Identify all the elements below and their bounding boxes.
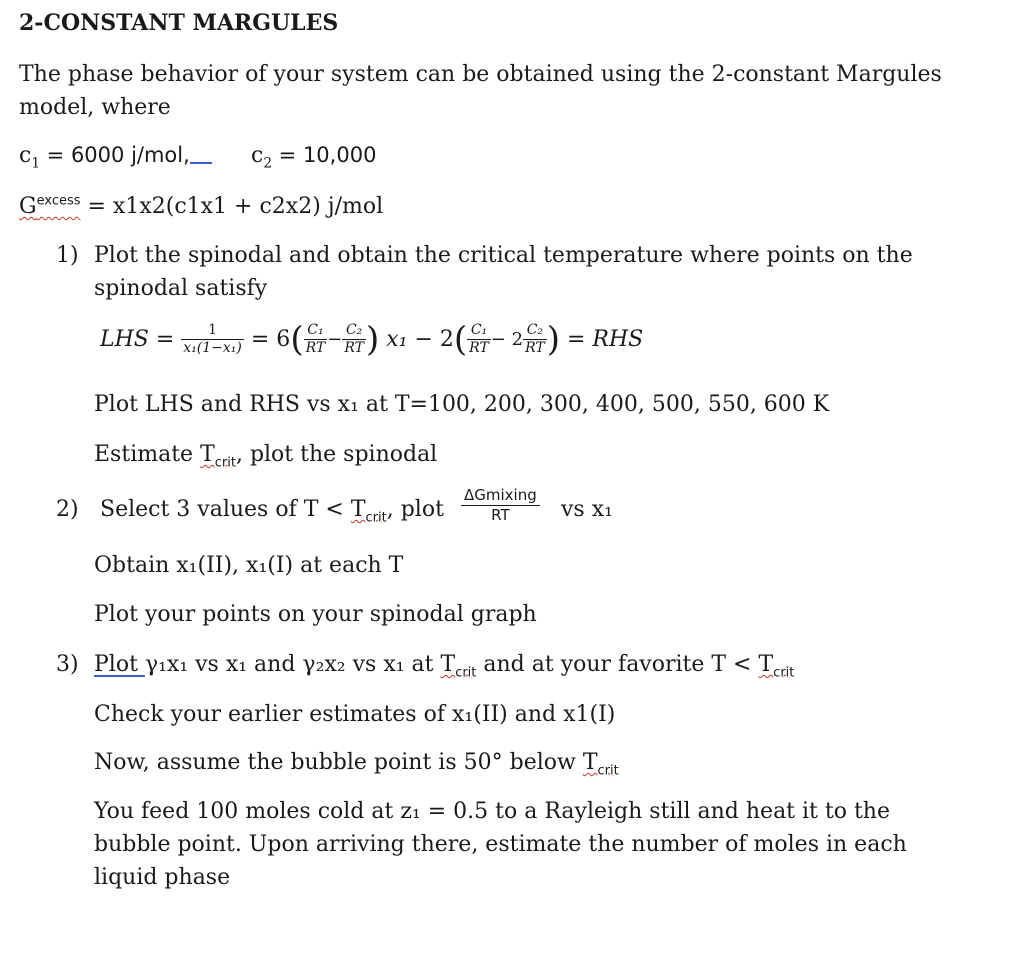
c2-subscript: 2 [263,155,272,172]
eq-c1: C₁ [304,322,328,340]
c1-symbol: c [19,143,32,168]
tcrit-t: T [200,442,215,467]
q1-estimate-line [94,438,437,471]
q2-obtain-line: Obtain x₁(II), x₁(I) at each T [94,553,404,578]
tcrit-term [200,442,236,471]
eq-lhs: LHS = [100,327,175,352]
eq-paren-open-1: ( [290,319,304,360]
bubble-prefix: Now, assume the bubble point is 50° below [94,750,583,775]
q1-line-2: spinodal satisfy [94,276,268,301]
eq-frac-c2 [342,322,366,357]
q3-tcrit-t: T [440,652,456,677]
gexcess-line [19,190,383,223]
eq-paren-open-2: ( [453,319,468,360]
eq-frac-c1 [304,322,328,357]
eq-six: = 6 [250,327,291,352]
intro-line-1: The phase behavior of your system can be obtained using the 2-constant Margules [19,62,942,87]
eq-c2b: C₂ [523,322,547,340]
q3-tcrit2-sub: crit [773,665,795,681]
delta-g-fraction [461,486,540,525]
eq-frac-1 [181,322,244,357]
intro-line-2: model, where [19,95,171,120]
eq-minus-3: − 2 [490,329,524,350]
spinodal-equation [100,319,644,366]
q3-gap [138,652,145,677]
eq-paren-close-1: ) [365,319,380,360]
eq-rt1: RT [305,340,326,356]
bubble-tcrit-term [582,750,619,779]
estimate-prefix: Estimate [94,442,201,467]
q3-rest-2: and at your favorite T < [476,652,759,677]
bubble-tcrit-t: T [582,750,598,775]
q3-tcrit2-t: T [758,652,774,677]
eq-frac-c2b [523,322,547,357]
q3-line [94,648,794,681]
c2-value: = 10,000 [272,143,377,167]
q3-check-line: Check your earlier estimates of x₁(II) and x1(I) [94,702,616,727]
q1-plot-line: Plot LHS and RHS vs x₁ at T=100, 200, 300, 400, 500, 550, 600 K [94,392,830,417]
eq-rt2: RT [344,340,364,356]
q2-prefix: Select 3 values of T < [100,497,351,522]
eq-x1: x₁ [386,327,408,352]
q2-number: 2) [56,497,79,522]
q3-feed-line-3: liquid phase [94,865,231,890]
eq-frac-c1b [467,322,491,357]
q2-tcrit-sub: crit [365,510,387,526]
eq-paren-close-2: ) [546,319,560,360]
q1-line-1: Plot the spinodal and obtain the critical temperature where points on the [94,243,913,268]
bubble-tcrit-sub: crit [597,763,619,779]
q2-suffix: vs x₁ [561,497,613,522]
q2-line [100,493,444,526]
gexcess-superscript: excess [36,193,81,209]
gexcess-symbol [19,194,81,219]
q3-feed-line-2: bubble point. Upon arriving there, estimate the number of moles in each [94,832,907,857]
gexcess-expression: = x1x2(c1x1 + c2x2) j/mol [80,194,384,219]
q2-fraction [461,486,540,525]
gexcess-g: G [19,194,37,219]
q2-tcrit-t: T [350,497,366,522]
eq-c2: C₂ [342,322,366,340]
q1-number: 1) [56,243,79,268]
delta-g-numerator: ΔGmixing [461,486,540,506]
eq-frac-1-num: 1 [181,322,244,340]
q3-tcrit2-term [758,652,795,681]
constant-c2 [251,139,376,172]
c2-symbol: c [251,143,264,168]
eq-minus-1: − [327,329,343,350]
eq-minus-2: − 2 [414,327,454,352]
q3-plot-word: Plot [94,652,138,677]
delta-g-denominator: RT [491,506,510,524]
q2-mid: , plot [386,497,444,522]
q3-number: 3) [56,652,79,677]
eq-c1b: C₁ [467,322,491,340]
q3-tcrit-term [440,652,477,681]
blue-underline-mark [190,142,212,164]
eq-rt4: RT [525,340,545,356]
c1-value: = 6000 j/mol, [40,143,190,167]
q2-tcrit-term [350,497,387,526]
q3-feed-line-1: You feed 100 moles cold at z₁ = 0.5 to a Rayleigh still and heat it to the [94,799,890,824]
q3-bubble-line [94,746,619,779]
constant-c1 [19,139,212,172]
eq-rt3: RT [469,340,489,356]
q3-rest-1: γ₁x₁ vs x₁ and γ₂x₂ vs x₁ at [144,652,441,677]
c1-subscript: 1 [31,155,40,172]
q3-tcrit-sub: crit [455,665,477,681]
eq-rhs: = RHS [566,327,644,352]
tcrit-sub: crit [214,455,236,471]
estimate-suffix: , plot the spinodal [235,442,438,467]
page-title: 2-CONSTANT MARGULES [19,10,339,36]
eq-frac-1-den: x₁(1−x₁) [183,340,242,356]
q2-plot-points-line: Plot your points on your spinodal graph [94,602,537,627]
